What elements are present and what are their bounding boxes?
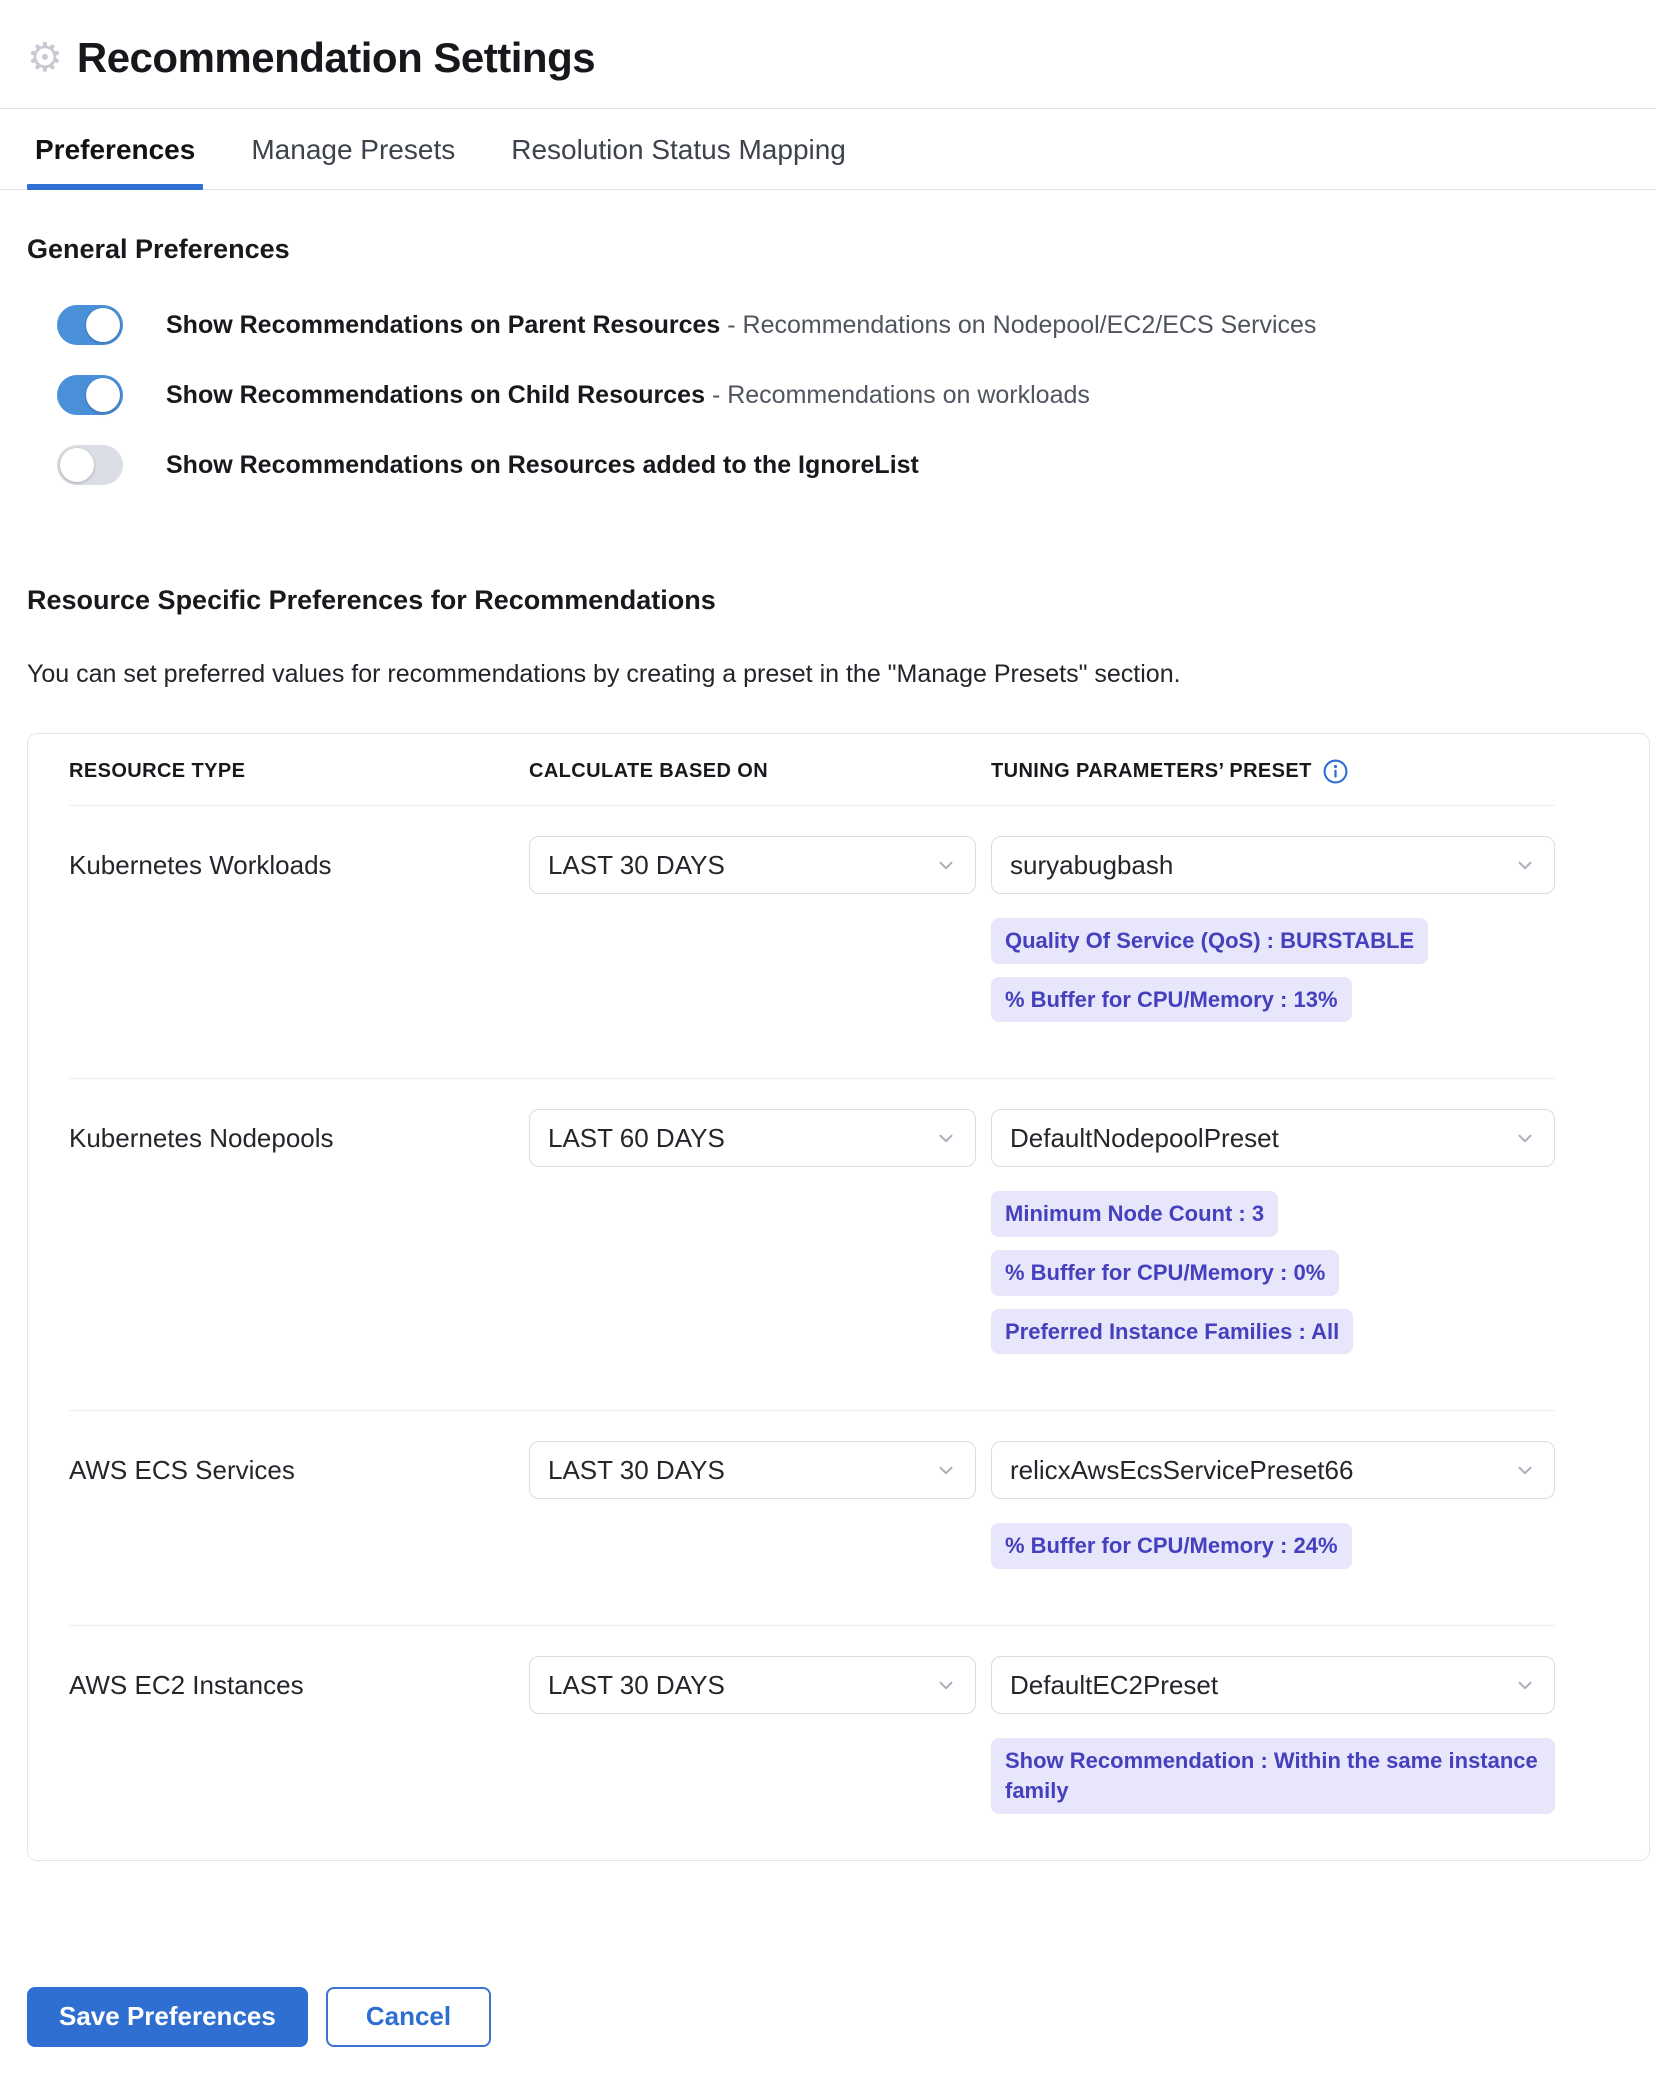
- select-value: suryabugbash: [1010, 849, 1174, 880]
- ignorelist-toggle[interactable]: [57, 445, 123, 485]
- select-value: LAST 30 DAYS: [548, 849, 725, 880]
- chevron-down-icon: [1514, 854, 1536, 876]
- chevron-down-icon: [1514, 1674, 1536, 1696]
- table-row-kubernetes-nodepools: [69, 1079, 1555, 1411]
- chevron-down-icon: [935, 1674, 957, 1696]
- resource-preferences-card: [27, 733, 1650, 1861]
- gear-icon: ⚙: [27, 36, 63, 80]
- chevron-down-icon: [935, 854, 957, 876]
- select-value: DefaultEC2Preset: [1010, 1669, 1219, 1700]
- footer-actions: [0, 1861, 1656, 2087]
- column-header-label: TUNING PARAMETERS’ PRESET: [991, 760, 1312, 782]
- preset-badges: [991, 1523, 1555, 1569]
- column-header-tuning-preset: [991, 758, 1555, 785]
- toggle-label: [166, 309, 1316, 342]
- general-preferences-heading: General Preferences: [27, 234, 290, 264]
- chevron-down-icon: [1514, 1459, 1536, 1481]
- preset-badge: % Buffer for CPU/Memory : 13%: [991, 977, 1352, 1023]
- toggle-row-ignorelist: [27, 445, 1656, 485]
- toggle-description: - Recommendations on workloads: [711, 380, 1090, 409]
- calculate-based-on-select[interactable]: [529, 1441, 976, 1499]
- select-value: relicxAwsEcsServicePreset66: [1010, 1454, 1354, 1485]
- resource-type-label: AWS ECS Services: [69, 1455, 295, 1486]
- toggle-knob: [60, 448, 94, 482]
- toggle-label-bold: Show Recommendations on Resources added to the IgnoreList: [166, 450, 919, 479]
- resource-specific-description: You can set preferred values for recommendations by creating a preset in the "Manage Presets" section.: [27, 660, 1181, 688]
- resource-type-label: Kubernetes Workloads: [69, 850, 332, 880]
- select-value: LAST 30 DAYS: [548, 1454, 725, 1485]
- toggle-description: - Recommendations on Nodepool/EC2/ECS Services: [727, 310, 1317, 339]
- resource-type-label: AWS EC2 Instances: [69, 1670, 304, 1701]
- toggle-label-bold: Show Recommendations on Child Resources: [166, 380, 705, 409]
- toggle-knob: [86, 308, 120, 342]
- preset-badge: Minimum Node Count : 3: [991, 1191, 1278, 1237]
- preset-badge: Show Recommendation : Within the same instance family: [991, 1738, 1555, 1813]
- preset-badge: % Buffer for CPU/Memory : 24%: [991, 1523, 1352, 1569]
- calculate-based-on-select[interactable]: [529, 1109, 976, 1167]
- child-resources-toggle[interactable]: [57, 375, 123, 415]
- select-value: DefaultNodepoolPreset: [1010, 1122, 1279, 1153]
- resource-type-label: Kubernetes Nodepools: [69, 1123, 334, 1154]
- calculate-based-on-select[interactable]: [529, 836, 976, 894]
- toggle-row-parent-resources: [27, 305, 1656, 345]
- preset-badges: [991, 1738, 1555, 1813]
- toggle-label: [166, 379, 1090, 412]
- table-row-kubernetes-workloads: [69, 806, 1555, 1079]
- page-title: Recommendation Settings: [76, 34, 596, 81]
- chevron-down-icon: [935, 1127, 957, 1149]
- table-header-row: [69, 734, 1555, 806]
- toggle-row-child-resources: [27, 375, 1656, 415]
- table-body: [69, 806, 1555, 1860]
- preset-badges: [991, 918, 1555, 1022]
- toggle-label-bold: Show Recommendations on Parent Resources: [166, 310, 721, 339]
- preset-badge: Preferred Instance Families : All: [991, 1309, 1353, 1355]
- save-preferences-button[interactable]: Save Preferences: [27, 1987, 308, 2047]
- table-row-aws-ecs-services: [69, 1411, 1555, 1626]
- tab-resolution-status-mapping[interactable]: Resolution Status Mapping: [511, 134, 846, 165]
- column-header-calculate-based-on: CALCULATE BASED ON: [529, 760, 769, 782]
- toggle-list: [27, 305, 1656, 485]
- calculate-based-on-select[interactable]: [529, 1656, 976, 1714]
- info-icon[interactable]: [1322, 758, 1349, 785]
- tuning-preset-select[interactable]: [991, 1656, 1555, 1714]
- table-row-aws-ec2-instances: [69, 1626, 1555, 1859]
- preset-badges: [991, 1191, 1555, 1354]
- chevron-down-icon: [1514, 1127, 1536, 1149]
- page-header: [0, 0, 1656, 82]
- cancel-button[interactable]: Cancel: [326, 1987, 491, 2047]
- tuning-preset-select[interactable]: [991, 1109, 1555, 1167]
- resource-specific-heading: Resource Specific Preferences for Recommendations: [27, 585, 716, 615]
- column-header-resource-type: RESOURCE TYPE: [69, 760, 246, 782]
- toggle-label: [166, 449, 919, 482]
- toggle-knob: [86, 378, 120, 412]
- tab-preferences[interactable]: Preferences: [27, 109, 203, 189]
- preset-badge: Quality Of Service (QoS) : BURSTABLE: [991, 918, 1428, 964]
- general-preferences-section: [0, 234, 1656, 689]
- tuning-preset-select[interactable]: [991, 1441, 1555, 1499]
- tab-manage-presets[interactable]: Manage Presets: [251, 134, 456, 165]
- select-value: LAST 30 DAYS: [548, 1669, 725, 1700]
- parent-resources-toggle[interactable]: [57, 305, 123, 345]
- chevron-down-icon: [935, 1459, 957, 1481]
- select-value: LAST 60 DAYS: [548, 1122, 725, 1153]
- tuning-preset-select[interactable]: [991, 836, 1555, 894]
- tab-bar: [0, 109, 1656, 190]
- preset-badge: % Buffer for CPU/Memory : 0%: [991, 1250, 1339, 1296]
